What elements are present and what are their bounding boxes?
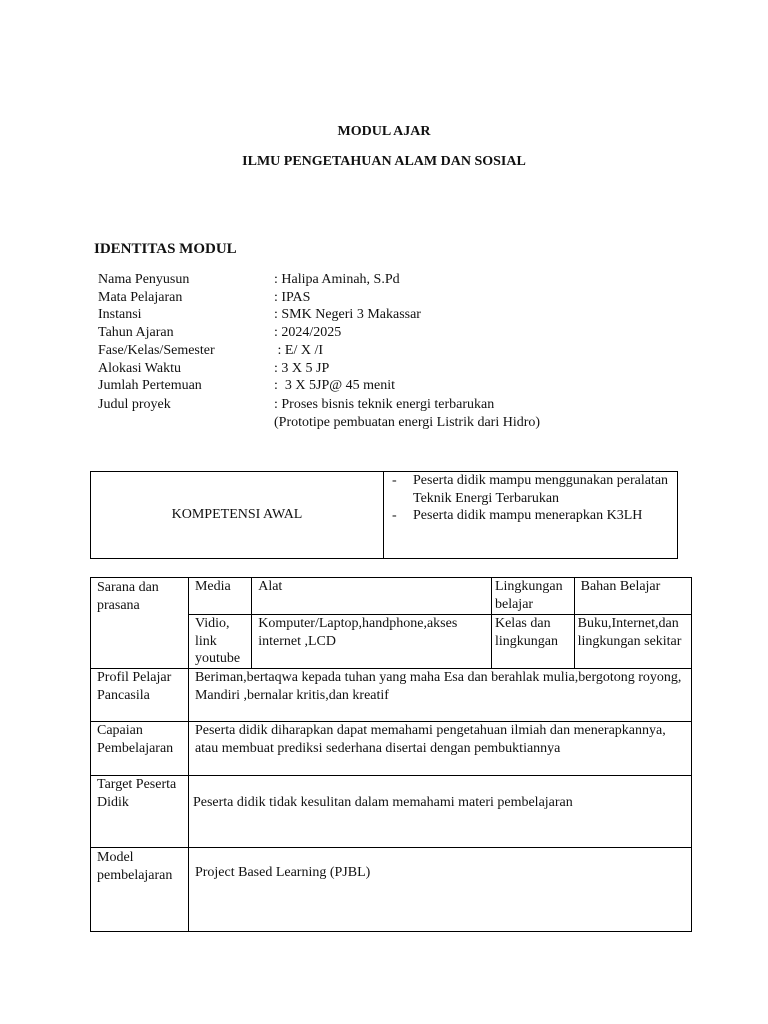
identitas-row xyxy=(98,342,718,360)
target-value: Peserta didik tidak kesulitan dalam memahami materi pembelajaran xyxy=(188,776,691,848)
profil-label: Profil Pelajar Pancasila xyxy=(91,669,189,722)
identitas-value: : 3 X 5JP@ 45 menit xyxy=(274,378,396,393)
alat-value: Komputer/Laptop,handphone,akses internet ,LCD xyxy=(252,615,492,669)
lingkungan-value: Kelas dan lingkungan xyxy=(491,615,574,669)
kompetensi-content xyxy=(384,472,678,559)
identitas-row xyxy=(98,271,718,289)
document-title: MODUL AJAR xyxy=(337,124,431,139)
modul-detail-table xyxy=(90,577,692,932)
identitas-row xyxy=(98,396,718,414)
identitas-row xyxy=(98,360,718,378)
identitas-value: : Proses bisnis teknik energi terbarukan xyxy=(274,397,495,412)
identitas-label: Fase/Kelas/Semester xyxy=(98,343,215,358)
model-label: Model pembelajaran xyxy=(91,848,189,932)
identitas-value: : 3 X 5 JP xyxy=(274,360,330,376)
identitas-label: Jumlah Pertemuan xyxy=(98,378,202,393)
judul-proyek-extra: (Prototipe pembuatan energi Listrik dari Hidro) xyxy=(274,415,541,430)
target-label: Target Peserta Didik xyxy=(91,776,189,848)
identitas-label: Instansi xyxy=(98,307,142,322)
identitas-label: Mata Pelajaran xyxy=(98,289,183,305)
media-value: Vidio, link youtube xyxy=(188,615,251,669)
bahan-header: Bahan Belajar xyxy=(574,578,691,615)
identitas-label: Tahun Ajaran xyxy=(98,324,174,340)
kompetensi-table xyxy=(90,471,678,559)
alat-header: Alat xyxy=(252,578,492,615)
identitas-row xyxy=(98,377,718,395)
bahan-value: Buku,Internet,dan lingkungan sekitar xyxy=(574,615,691,669)
media-header: Media xyxy=(188,578,251,615)
identitas-value: : E/ X /I xyxy=(274,343,323,358)
kompetensi-item: - Peserta didik mampu menerapkan K3LH xyxy=(413,507,673,525)
lingkungan-header: Lingkungan belajar xyxy=(491,578,574,615)
capaian-label: Capaian Pembelajaran xyxy=(91,722,189,776)
identitas-value: : SMK Negeri 3 Makassar xyxy=(274,307,421,322)
identitas-value: : IPAS xyxy=(274,289,311,305)
identitas-heading: IDENTITAS MODUL xyxy=(94,241,237,257)
identitas-value: : Halipa Aminah, S.Pd xyxy=(274,272,400,287)
identitas-label: Nama Penyusun xyxy=(98,272,190,287)
capaian-value: Peserta didik diharapkan dapat memahami pengetahuan ilmiah dan menerapkannya, atau membuat prediksi sederhana disertai dengan pembuktiannya xyxy=(188,722,691,776)
document-subtitle: ILMU PENGETAHUAN ALAM DAN SOSIAL xyxy=(242,154,526,169)
kompetensi-label: KOMPETENSI AWAL xyxy=(91,472,384,559)
identitas-value: : 2024/2025 xyxy=(274,324,342,340)
identitas-label: Judul proyek xyxy=(98,397,171,412)
model-value: Project Based Learning (PJBL) xyxy=(188,848,691,932)
sarana-label: Sarana dan prasana xyxy=(91,578,189,669)
profil-value: Beriman,bertaqwa kepada tuhan yang maha Esa dan berahlak mulia,bergotong royong, Mandiri ,bernalar kritis,dan kreatif xyxy=(188,669,691,722)
identitas-row xyxy=(98,289,718,307)
identitas-row xyxy=(98,306,718,324)
identitas-label: Alokasi Waktu xyxy=(98,360,181,376)
identitas-row xyxy=(98,324,718,342)
kompetensi-item: - Peserta didik mampu menggunakan peralatan Teknik Energi Terbarukan xyxy=(413,472,673,507)
kompetensi-list xyxy=(384,472,677,525)
